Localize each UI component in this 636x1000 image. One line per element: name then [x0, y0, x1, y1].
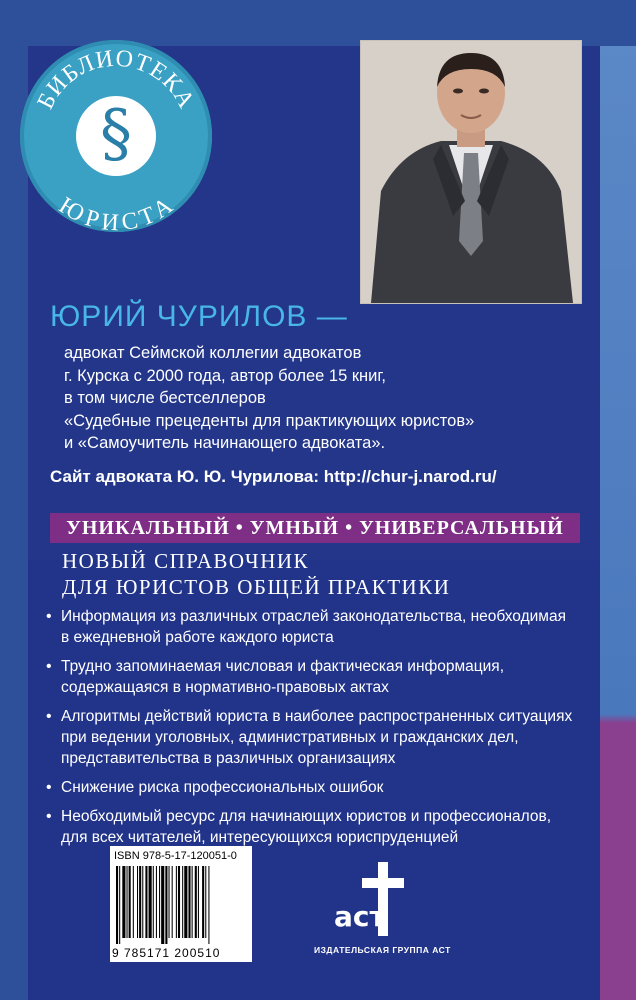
feature-text: в ежедневной работе каждого юриста: [61, 629, 334, 646]
feature-item: [46, 606, 596, 648]
bio-line: г. Курска с 2000 года, автор более 15 книг,: [64, 366, 386, 385]
feature-item: [46, 706, 596, 769]
feature-text: представительства в различных организациях: [61, 750, 396, 767]
bio-line: и «Самоучитель начинающего адвоката».: [64, 434, 386, 452]
feature-text: для всех читателей, интересующихся юриспруденцией: [61, 829, 459, 846]
bullet-icon: •: [46, 708, 52, 725]
seal-top-text: БИБЛИОТЕКА: [32, 45, 200, 114]
author-website: Сайт адвоката Ю. Ю. Чурилова: http://chur-j.narod.ru/: [50, 467, 497, 486]
ast-logo-icon: [332, 858, 412, 944]
author-portrait-image: [361, 41, 581, 303]
feature-text: Информация из различных отраслей законодательства, необходимая: [61, 608, 566, 625]
feature-text: при ведении уголовных, административных и гражданских дел,: [61, 729, 519, 746]
author-name: ЮРИЙ ЧУРИЛОВ —: [50, 300, 348, 333]
barcode: [110, 846, 252, 962]
feature-text: Трудно запоминаемая числовая и фактическая информация,: [61, 658, 505, 675]
isbn-number: ISBN 978-5-17-120051-0: [114, 850, 237, 862]
bio-line: «Судебные прецеденты для практикующих юристов»: [64, 411, 475, 430]
book-headline: [62, 548, 450, 600]
publisher-name: ИЗДАТЕЛЬСКАЯ ГРУППА АСТ: [314, 945, 451, 955]
feature-item: [46, 806, 596, 848]
slogan-bar: УНИКАЛЬНЫЙ • УМНЫЙ • УНИВЕРСАЛЬНЫЙ: [50, 513, 580, 543]
seal-center: [76, 96, 156, 176]
series-seal: [20, 40, 212, 232]
author-photo: [360, 40, 582, 304]
feature-text: Алгоритмы действий юриста в наиболее распространенных ситуациях: [61, 708, 573, 725]
feature-text: Необходимый ресурс для начинающих юристов и профессионалов,: [61, 808, 552, 825]
logo-text: аст: [334, 900, 386, 933]
bullet-icon: •: [46, 779, 52, 796]
seal-bottom-text: ЮРИСТА: [54, 192, 179, 232]
headline-line: НОВЫЙ СПРАВОЧНИК: [62, 549, 310, 573]
feature-text: Снижение риска профессиональных ошибок: [61, 779, 384, 796]
feature-list: [46, 606, 596, 856]
barcode-bars-icon: [116, 866, 246, 944]
feature-item: [46, 656, 596, 698]
headline-line: ДЛЯ ЮРИСТОВ ОБЩЕЙ ПРАКТИКИ: [62, 575, 451, 599]
feature-text: содержащаяся в нормативно-правовых актах: [61, 679, 389, 696]
right-stripe: [600, 46, 636, 1000]
bullet-icon: •: [46, 608, 52, 625]
section-sign-icon: §: [100, 97, 132, 171]
bio-line: в том числе бестселлеров: [64, 389, 266, 407]
svg-text:ЮРИСТА: [54, 192, 178, 232]
bullet-icon: •: [46, 808, 52, 825]
feature-item: [46, 777, 596, 798]
bullet-icon: •: [46, 658, 52, 675]
ean-number: 9 785171 200510: [112, 946, 221, 960]
author-bio: [64, 342, 584, 455]
bio-line: адвокат Сеймской коллегии адвокатов: [64, 344, 362, 362]
